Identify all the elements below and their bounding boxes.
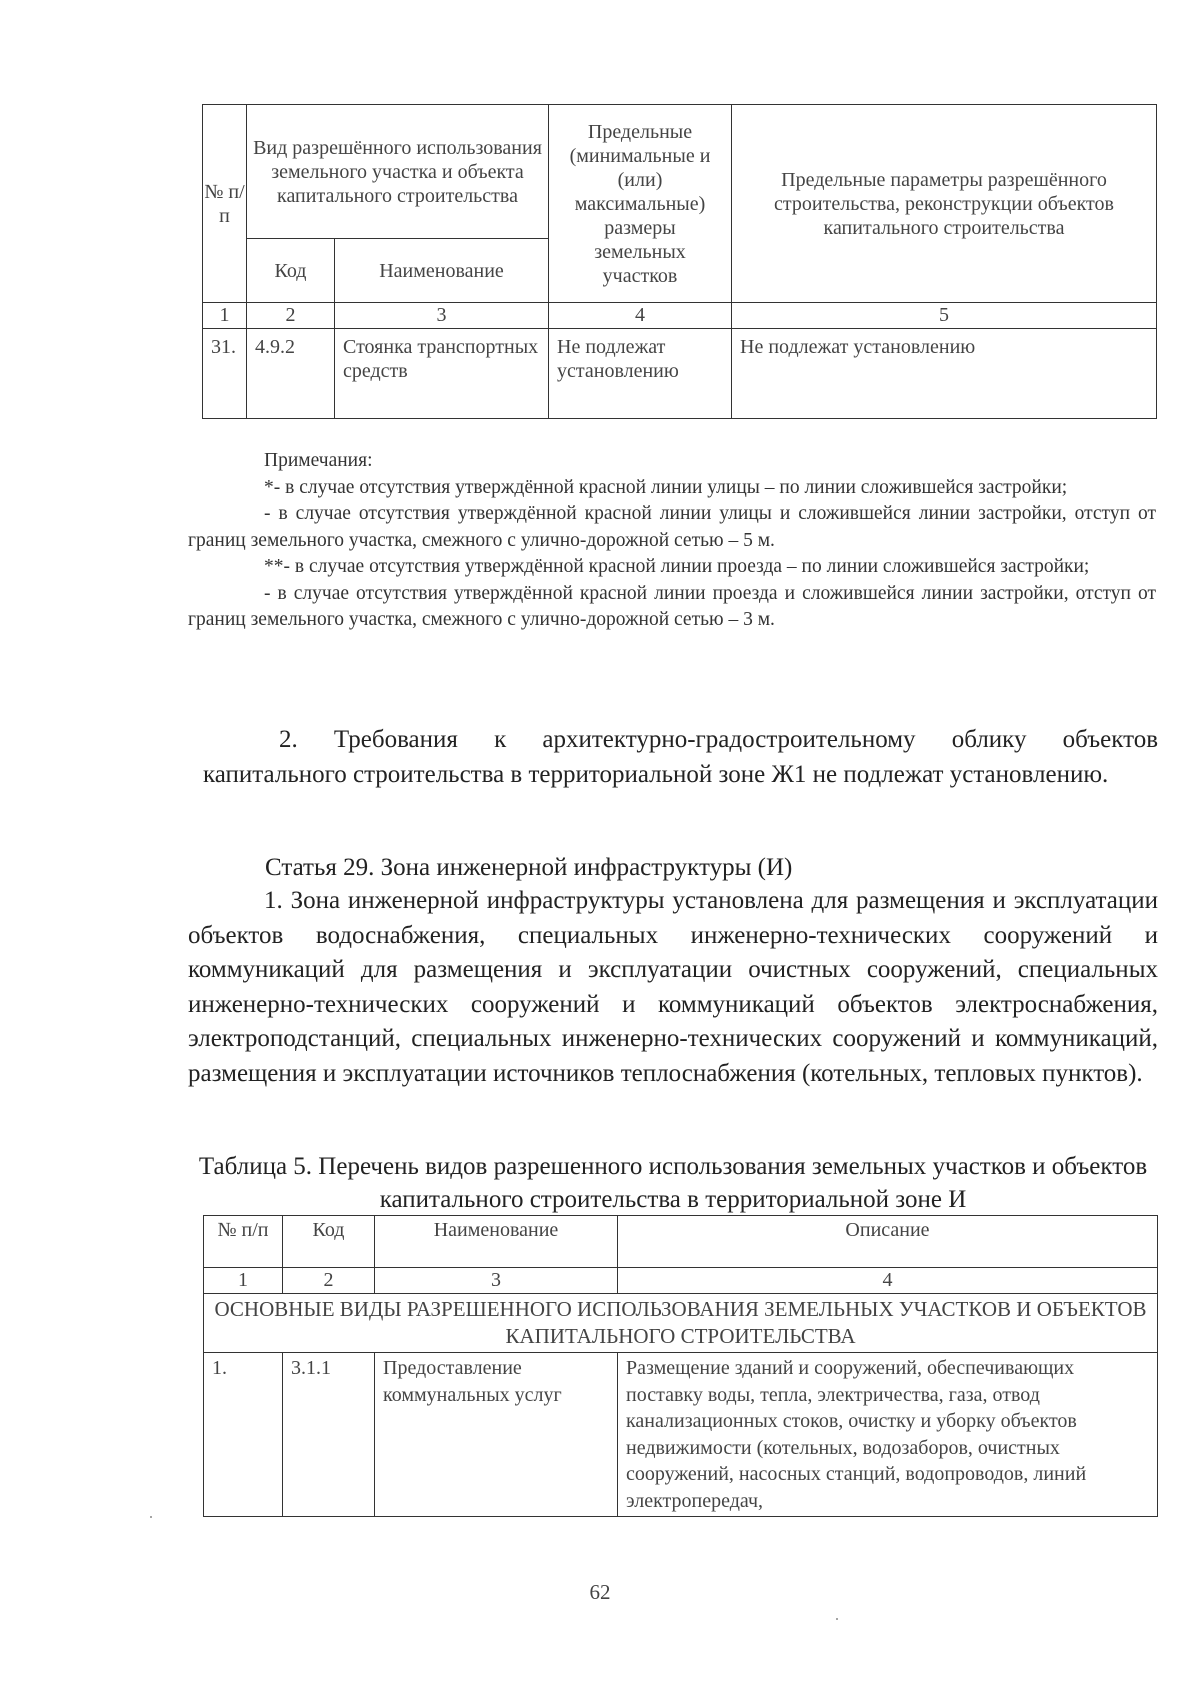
article-title: Статья 29. Зона инженерной инфраструктуры (И): [265, 854, 793, 881]
col-number: 3: [375, 1268, 618, 1294]
note-item: *- в случае отсутствия утверждённой красной линии улицы – по линии сложившейся застройки;: [264, 476, 1068, 498]
scan-speck: [150, 1516, 152, 1518]
col-number: 4: [618, 1268, 1158, 1294]
table-header-row: [204, 1216, 1158, 1268]
table-row: [204, 1353, 1158, 1517]
row-num: 31.: [203, 329, 247, 419]
note-item: - в случае отсутствия утверждённой красной линии проезда и сложившейся линии застройки, отступ от границ земельного участка, смежного с улично-дорожной сетью – 3 м.: [188, 582, 1156, 630]
requirement-paragraph: 2. Требования к архитектурно-градостроительному облику объектов капитального строительства в территориальной зоне Ж1 не подлежат установлению.: [203, 726, 1158, 788]
row-name: Предоставление коммунальных услуг: [375, 1353, 618, 1517]
row-name: Стоянка транспортных средств: [335, 329, 549, 419]
header-description: Описание: [618, 1216, 1158, 1268]
section-heading: ОСНОВНЫЕ ВИДЫ РАЗРЕШЕННОГО ИСПОЛЬЗОВАНИЯ ЗЕМЕЛЬНЫХ УЧАСТКОВ И ОБЪЕКТОВ КАПИТАЛЬНОГО СТРОИТЕЛЬСТВА: [204, 1294, 1158, 1353]
row-num: 1.: [204, 1353, 283, 1517]
table-caption: Таблица 5. Перечень видов разрешенного использования земельных участков и объектов капитального строительства в территориальной зоне И: [198, 1153, 1148, 1213]
col-number: 1: [203, 303, 247, 329]
col-number: 5: [732, 303, 1157, 329]
row-params: Не подлежат установлению: [732, 329, 1157, 419]
notes-title: Примечания:: [264, 450, 373, 471]
header-name: Наименование: [375, 1216, 618, 1268]
row-sizes: Не подлежат установлению: [549, 329, 732, 419]
table-row: [203, 329, 1157, 419]
header-code: Код: [247, 239, 335, 303]
article-body: 1. Зона инженерной инфраструктуры установлена для размещения и эксплуатации объектов водоснабжения, специальных инженерно-технических сооружений и коммуникаций для размещения и эксплуатации очистных сооружений, специальных инженерно-технических сооружений и коммуникаций объектов электроснабжения, электроподстанций, специальных инженерно-технических сооружений и коммуникаций, размещения и эксплуатации источников теплоснабжения (котельных, тепловых пунктов).: [188, 887, 1158, 1087]
header-sizes: Предельные (минимальные и (или) максимальные) размеры земельных участков: [549, 105, 732, 303]
col-number: 2: [283, 1268, 375, 1294]
column-numbers-row: [203, 303, 1157, 329]
zone-table-continuation: [202, 104, 1157, 419]
scan-speck: [836, 1618, 838, 1620]
col-number: 1: [204, 1268, 283, 1294]
row-description: Размещение зданий и сооружений, обеспечивающих поставку воды, тепла, электричества, газа, отвод канализационных стоков, очистку и уборку объектов недвижимости (котельных, водозаборов, очистных сооружений, насосных станций, водопроводов, линий электропередач,: [618, 1353, 1158, 1517]
header-num: № п/п: [203, 105, 247, 303]
header-code: Код: [283, 1216, 375, 1268]
col-number: 4: [549, 303, 732, 329]
page-number: 62: [589, 1580, 611, 1604]
note-item: - в случае отсутствия утверждённой красной линии улицы и сложившейся линии застройки, отступ от границ земельного участка, смежного с улично-дорожной сетью – 5 м.: [188, 503, 1156, 551]
notes-block: [188, 448, 1156, 634]
section-row: [204, 1294, 1158, 1353]
note-item: **- в случае отсутствия утверждённой красной линии проезда – по линии сложившейся застройки;: [264, 556, 1090, 577]
header-name: Наименование: [335, 239, 549, 303]
row-code: 4.9.2: [247, 329, 335, 419]
col-number: 3: [335, 303, 549, 329]
col-number: 2: [247, 303, 335, 329]
header-view: Вид разрешённого использования земельного участка и объекта капитального строительства: [247, 105, 549, 239]
permitted-uses-table: [203, 1215, 1158, 1517]
row-code: 3.1.1: [283, 1353, 375, 1517]
column-numbers-row: [204, 1268, 1158, 1294]
header-num: № п/п: [204, 1216, 283, 1268]
header-params: Предельные параметры разрешённого строительства, реконструкции объектов капитального строительства: [732, 105, 1157, 303]
